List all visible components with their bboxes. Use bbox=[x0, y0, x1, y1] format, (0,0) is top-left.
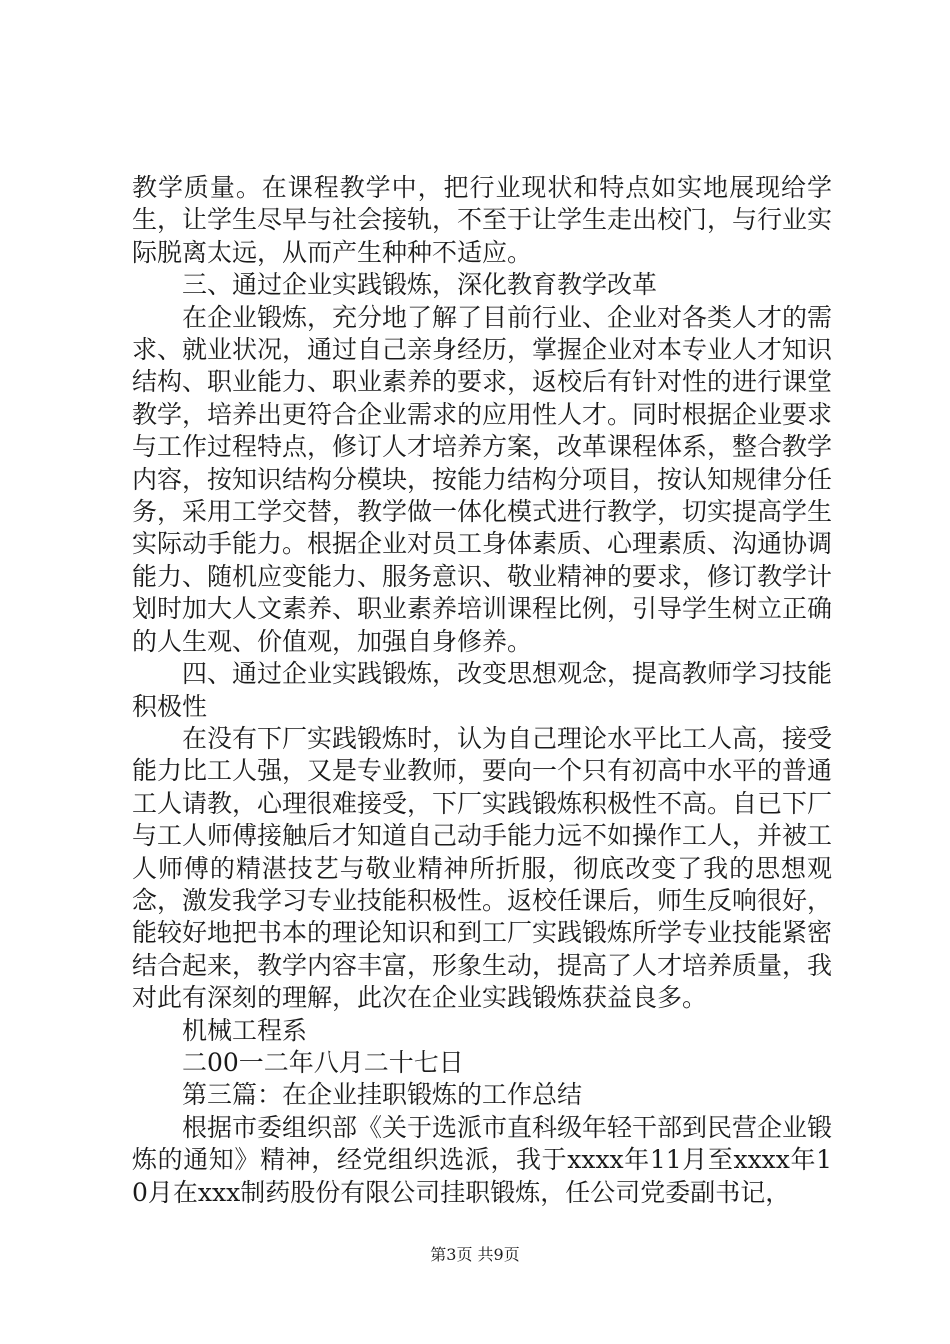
paragraph-3: 在企业锻炼，充分地了解了目前行业、企业对各类人才的需求、就业状况，通过自己亲身经历，掌握企业对本专业人才知识结构、职业能力、职业素养的要求，返校后有针对性的进行课堂教学，培养出更符合企业需求的应用性人才。同时根据企业要求与工作过程特点，修订人才培养方案，改革课程体系，整合教学内容，按知识结构分模块，按能力结构分项目，按认知规律分任务，采用工学交替，教学做一体化模式进行教学，切实提高学生实际动手能力。根据企业对员工身体素质、心理素质、沟通协调能力、随机应变能力、服务意识、敬业精神的要求，修订教学计划时加大人文素养、职业素养培训课程比例，引导学生树立正确的人生观、价值观，加强自身修养。 bbox=[132, 302, 833, 656]
paragraph-1: 教学质量。在课程教学中，把行业现状和特点如实地展现给学生，让学生尽早与社会接轨，不至于让学生走出校门，与行业实际脱离太远，从而产生种种不适应。 bbox=[132, 173, 833, 267]
chapter-title: 第三篇：在企业挂职锻炼的工作总结 bbox=[182, 1080, 583, 1110]
paragraph-5: 在没有下厂实践锻炼时，认为自己理论水平比工人高，接受能力比工人强，又是专业教师，要向一个只有初高中水平的普通工人请教，心理很难接受，下厂实践锻炼积极性不高。自已下厂与工人师傅接触后才知道自己动手能力远不如操作工人，并被工人师傅的精湛技艺与敬业精神所折服，彻底改变了我的思想观念，激发我学习专业技能积极性。返校任课后，师生反响很好，能较好地把书本的理论知识和到工厂实践锻炼所学专业技能紧密结合起来，教学内容丰富，形象生动，提高了人才培养质量，我对此有深刻的理解，此次在企业实践锻炼获益良多。 bbox=[132, 723, 833, 1013]
department-signature: 机械工程系 bbox=[182, 1015, 308, 1045]
page-number-footer: 第3页 共9页 bbox=[430, 1245, 520, 1264]
document-body bbox=[132, 172, 832, 1209]
section-heading-4: 四、通过企业实践锻炼，改变思想观念，提高教师学习技能积极性 bbox=[132, 659, 833, 721]
document-date: 二00一二年八月二十七日 bbox=[182, 1047, 464, 1077]
section-heading-3: 三、通过企业实践锻炼，深化教育教学改革 bbox=[182, 270, 658, 300]
paragraph-9: 根据市委组织部《关于选派市直科级年轻干部到民营企业锻炼的通知》精神，经党组织选派，我于xxxx年11月至xxxx年10月在xxx制药股份有限公司挂职锻炼，任公司党委副书记， bbox=[132, 1112, 833, 1207]
